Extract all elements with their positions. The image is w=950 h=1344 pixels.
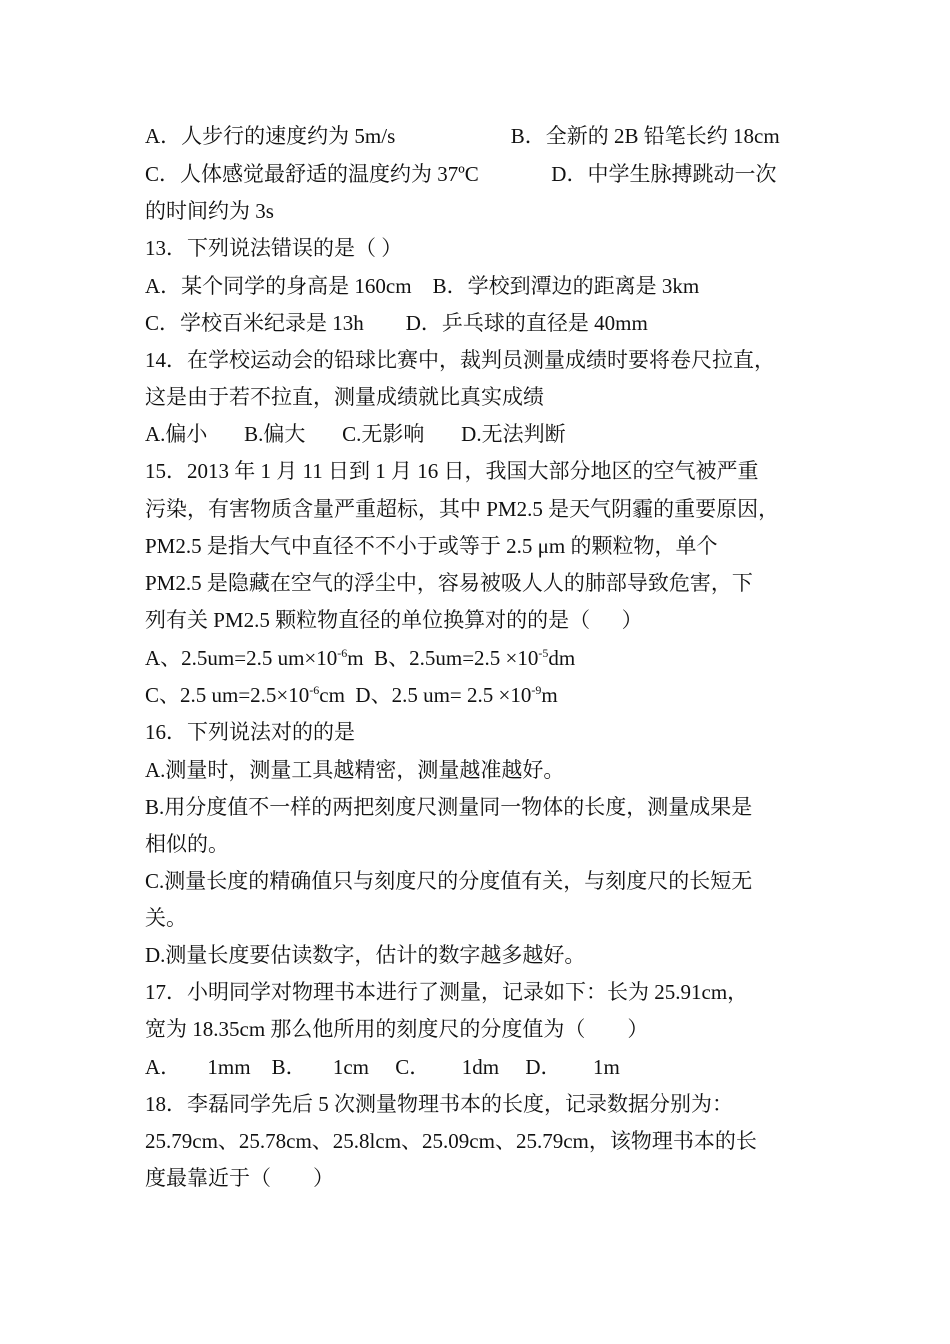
q15-option-d-exponent: -9	[531, 683, 542, 697]
q16-stem: 16．下列说法对的的是	[145, 720, 355, 744]
q13-options-cd: C．学校百米纪录是 13h D．乒乓球的直径是 40mm	[145, 311, 648, 335]
q18-line2: 25.79cm、25.78cm、25.8lcm、25.09cm、25.79cm，该物理书本的长	[145, 1129, 757, 1153]
q15-option-d-unit: m	[541, 683, 558, 707]
q13-options-ab: A．某个同学的身高是 160cm B．学校到潭边的距离是 3km	[145, 274, 700, 298]
q12-option-c: C．人体感觉最舒适的温度约为 37ºC	[145, 162, 479, 186]
q16-option-c-line2: 关。	[145, 906, 187, 930]
q16-option-d: D.测量长度要估读数字，估计的数字越多越好。	[145, 943, 586, 967]
q17-line2: 宽为 18.35cm 那么他所用的刻度尺的分度值为（ ）	[145, 1017, 649, 1041]
q15-option-b-unit: dm	[548, 646, 576, 670]
q15-options-cd	[145, 680, 558, 710]
q16-option-a: A.测量时，测量工具越精密，测量越准越好。	[145, 758, 565, 782]
q12-options-ab	[145, 121, 780, 151]
q15-option-a-exponent: -6	[337, 646, 348, 660]
q12-option-b: B．全新的 2B 铅笔长约 18cm	[510, 124, 780, 148]
q18-line1: 18．李磊同学先后 5 次测量物理书本的长度，记录数据分别为：	[145, 1092, 733, 1116]
q18-line3: 度最靠近于（ ）	[145, 1166, 334, 1190]
q12-option-a: A．人步行的速度约为 5m/s	[145, 124, 396, 148]
q12-option-d-continued: 的时间约为 3s	[145, 199, 274, 223]
q16-option-b-line1: B.用分度值不一样的两把刻度尺测量同一物体的长度，测量成果是	[145, 795, 753, 819]
q14-stem-line2: 这是由于若不拉直，测量成绩就比真实成绩	[145, 385, 544, 409]
q15-option-c-base: C、2.5 um=2.5×10	[145, 683, 310, 707]
q15-line4: PM2.5 是隐藏在空气的浮尘中，容易被吸人人的肺部导致危害，下	[145, 571, 753, 595]
q13-stem: 13．下列说法错误的是（ ）	[145, 236, 403, 260]
q12-option-d: D．中学生脉搏跳动一次	[551, 162, 777, 186]
q14-options: A.偏小 B.偏大 C.无影响 D.无法判断	[145, 422, 566, 446]
q16-option-c-line1: C.测量长度的精确值只与刻度尺的分度值有关，与刻度尺的长短无	[145, 869, 753, 893]
q15-line3: PM2.5 是指大气中直径不不小于或等于 2.5 μm 的颗粒物，单个	[145, 534, 718, 558]
q15-option-b-base: m B、2.5um=2.5 ×10	[347, 646, 539, 670]
q12-options-cd	[145, 159, 776, 189]
q15-line1: 15．2013 年 1 月 11 日到 1 月 16 日，我国大部分地区的空气被严重	[145, 459, 759, 483]
q15-option-a-base: A、2.5um=2.5 um×10	[145, 646, 338, 670]
q15-options-ab	[145, 643, 575, 673]
q16-option-b-line2: 相似的。	[145, 832, 229, 856]
q17-line1: 17．小明同学对物理书本进行了测量，记录如下：长为 25.91cm，	[145, 980, 749, 1004]
q14-stem-line1: 14．在学校运动会的铅球比赛中，裁判员测量成绩时要将卷尺拉直，	[145, 348, 775, 372]
q17-options: A． 1mm B． 1cm C． 1dm D． 1m	[145, 1055, 620, 1079]
q15-option-c-exponent: -6	[309, 683, 320, 697]
q15-line2: 污染，有害物质含量严重超标，其中 PM2.5 是天气阴霾的重要原因，	[145, 497, 780, 521]
q15-option-d-base: cm D、2.5 um= 2.5 ×10	[319, 683, 532, 707]
q15-line5: 列有关 PM2.5 颗粒物直径的单位换算对的的是（ ）	[145, 608, 643, 632]
q15-option-b-exponent: -5	[538, 646, 549, 660]
